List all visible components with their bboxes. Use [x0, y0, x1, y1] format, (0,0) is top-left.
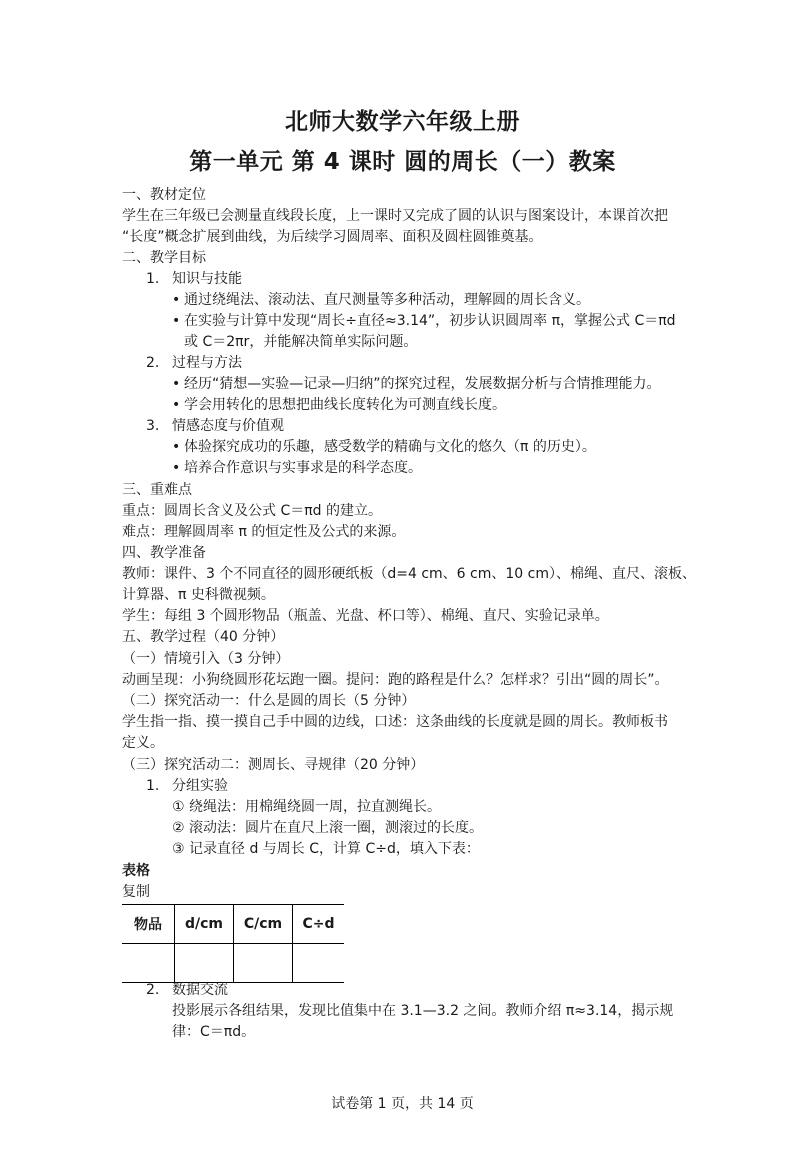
- bullet-text: 学会用转化的思想把曲线长度转化为可测直线长度。: [184, 397, 506, 413]
- bullet-text: 通过绕绳法、滚动法、直尺测量等多种活动，理解圆的周长含义。: [184, 292, 590, 308]
- bullet: •: [172, 460, 181, 476]
- list-item: [172, 395, 506, 415]
- goal-title: 知识与技能: [172, 271, 242, 287]
- bullet-text: 体验探究成功的乐趣，感受数学的精确与文化的悠久（π 的历史）。: [184, 439, 596, 455]
- paragraph-line: 投影展示各组结果，发现比值集中在 3.1—3.2 之间。教师介绍 π≈3.14，揭示规: [172, 1003, 674, 1019]
- table-header-cell: 物品: [122, 905, 175, 944]
- table-row: [122, 944, 344, 983]
- section-heading-1: 一、教材定位: [122, 187, 206, 203]
- paragraph-line: 学生在三年级已会测量直线段长度，上一课时又完成了圆的认识与图案设计，本课首次把: [122, 208, 668, 224]
- step-title: 分组实验: [172, 778, 228, 794]
- table-header-cell: C÷d: [293, 905, 345, 944]
- table-cell[interactable]: [122, 944, 175, 983]
- paragraph-line: 律：C＝πd。: [172, 1024, 256, 1040]
- paragraph-line: 学生指一指、摸一摸自己手中圆的边线，口述：这条曲线的长度就是圆的周长。教师板书: [122, 714, 668, 730]
- method-item: ① 绕绳法：用棉绳绕圆一周，拉直测绳长。: [172, 799, 441, 815]
- list-number: 3.: [146, 418, 160, 434]
- list-number: 1.: [146, 778, 160, 794]
- list-number: 2.: [146, 982, 160, 998]
- list-number: 2.: [146, 355, 160, 371]
- bullet-text: 在实验与计算中发现“周长÷直径≈3.14”，初步认识圆周率 π，掌握公式 C＝πd: [184, 313, 676, 329]
- lesson-title: 第一单元 第 4 课时 圆的周长（一）教案: [189, 149, 616, 175]
- paragraph-line: 学生：每组 3 个圆形物品（瓶盖、光盘、杯口等）、棉绳、直尺、实验记录单。: [122, 608, 609, 624]
- subsection-heading: （二）探究活动一：什么是圆的周长（5 分钟）: [122, 693, 416, 709]
- difficult-point: 难点：理解圆周率 π 的恒定性及公式的来源。: [122, 524, 406, 540]
- table-header-cell: C/cm: [234, 905, 293, 944]
- list-item: [172, 437, 596, 457]
- bullet-text: 培养合作意识与实事求是的科学态度。: [184, 460, 422, 476]
- method-item: ② 滚动法：圆片在直尺上滚一圈，测滚过的长度。: [172, 820, 483, 836]
- section-heading-5: 五、教学过程（40 分钟）: [122, 629, 285, 645]
- document-title: 北师大数学六年级上册: [285, 109, 520, 135]
- bullet-text: 经历“猜想—实验—记录—归纳”的探究过程，发展数据分析与合情推理能力。: [184, 376, 661, 392]
- table-label: 表格: [122, 863, 150, 879]
- bullet: •: [172, 292, 181, 308]
- list-item: [172, 374, 661, 394]
- bullet: •: [172, 376, 181, 392]
- table-cell[interactable]: [293, 944, 345, 983]
- section-heading-4: 四、教学准备: [122, 545, 206, 561]
- list-item: [172, 458, 422, 478]
- goal-title: 过程与方法: [172, 355, 242, 371]
- list-number: 1.: [146, 271, 160, 287]
- paragraph-line: 计算器、π 史科微视频。: [122, 587, 275, 603]
- list-item: [172, 290, 590, 310]
- table-header-row: [122, 905, 344, 944]
- bullet: •: [172, 397, 181, 413]
- key-point: 重点：圆周长含义及公式 C＝πd 的建立。: [122, 503, 382, 519]
- subsection-heading: （一）情境引入（3 分钟）: [122, 651, 290, 667]
- list-item: [172, 311, 676, 331]
- goal-title: 情感态度与价值观: [172, 418, 284, 434]
- table-cell[interactable]: [175, 944, 234, 983]
- page-footer: 试卷第 1 页，共 14 页: [331, 1096, 474, 1112]
- copy-link[interactable]: 复制: [122, 884, 150, 900]
- bullet-text-continued: 或 C＝2πr，并能解决简单实际问题。: [184, 334, 418, 350]
- paragraph-line: “长度”概念扩展到曲线，为后续学习圆周率、面积及圆柱圆锥奠基。: [122, 229, 543, 245]
- section-heading-2: 二、教学目标: [122, 250, 206, 266]
- step-title: 数据交流: [172, 982, 228, 998]
- section-heading-3: 三、重难点: [122, 482, 192, 498]
- record-table: [122, 904, 344, 983]
- paragraph-line: 定义。: [122, 735, 164, 751]
- paragraph-line: 教师：课件、3 个不同直径的圆形硬纸板（d=4 cm、6 cm、10 cm）、棉绳、直尺、滚板、: [122, 566, 696, 582]
- subsection-heading: （三）探究活动二：测周长、寻规律（20 分钟）: [122, 757, 425, 773]
- table-header-cell: d/cm: [175, 905, 234, 944]
- bullet: •: [172, 439, 181, 455]
- method-item: ③ 记录直径 d 与周长 C，计算 C÷d，填入下表：: [172, 841, 480, 857]
- bullet: •: [172, 313, 181, 329]
- table-cell[interactable]: [234, 944, 293, 983]
- paragraph-line: 动画呈现：小狗绕圆形花坛跑一圈。提问：跑的路程是什么？怎样求？引出“圆的周长”。: [122, 672, 669, 688]
